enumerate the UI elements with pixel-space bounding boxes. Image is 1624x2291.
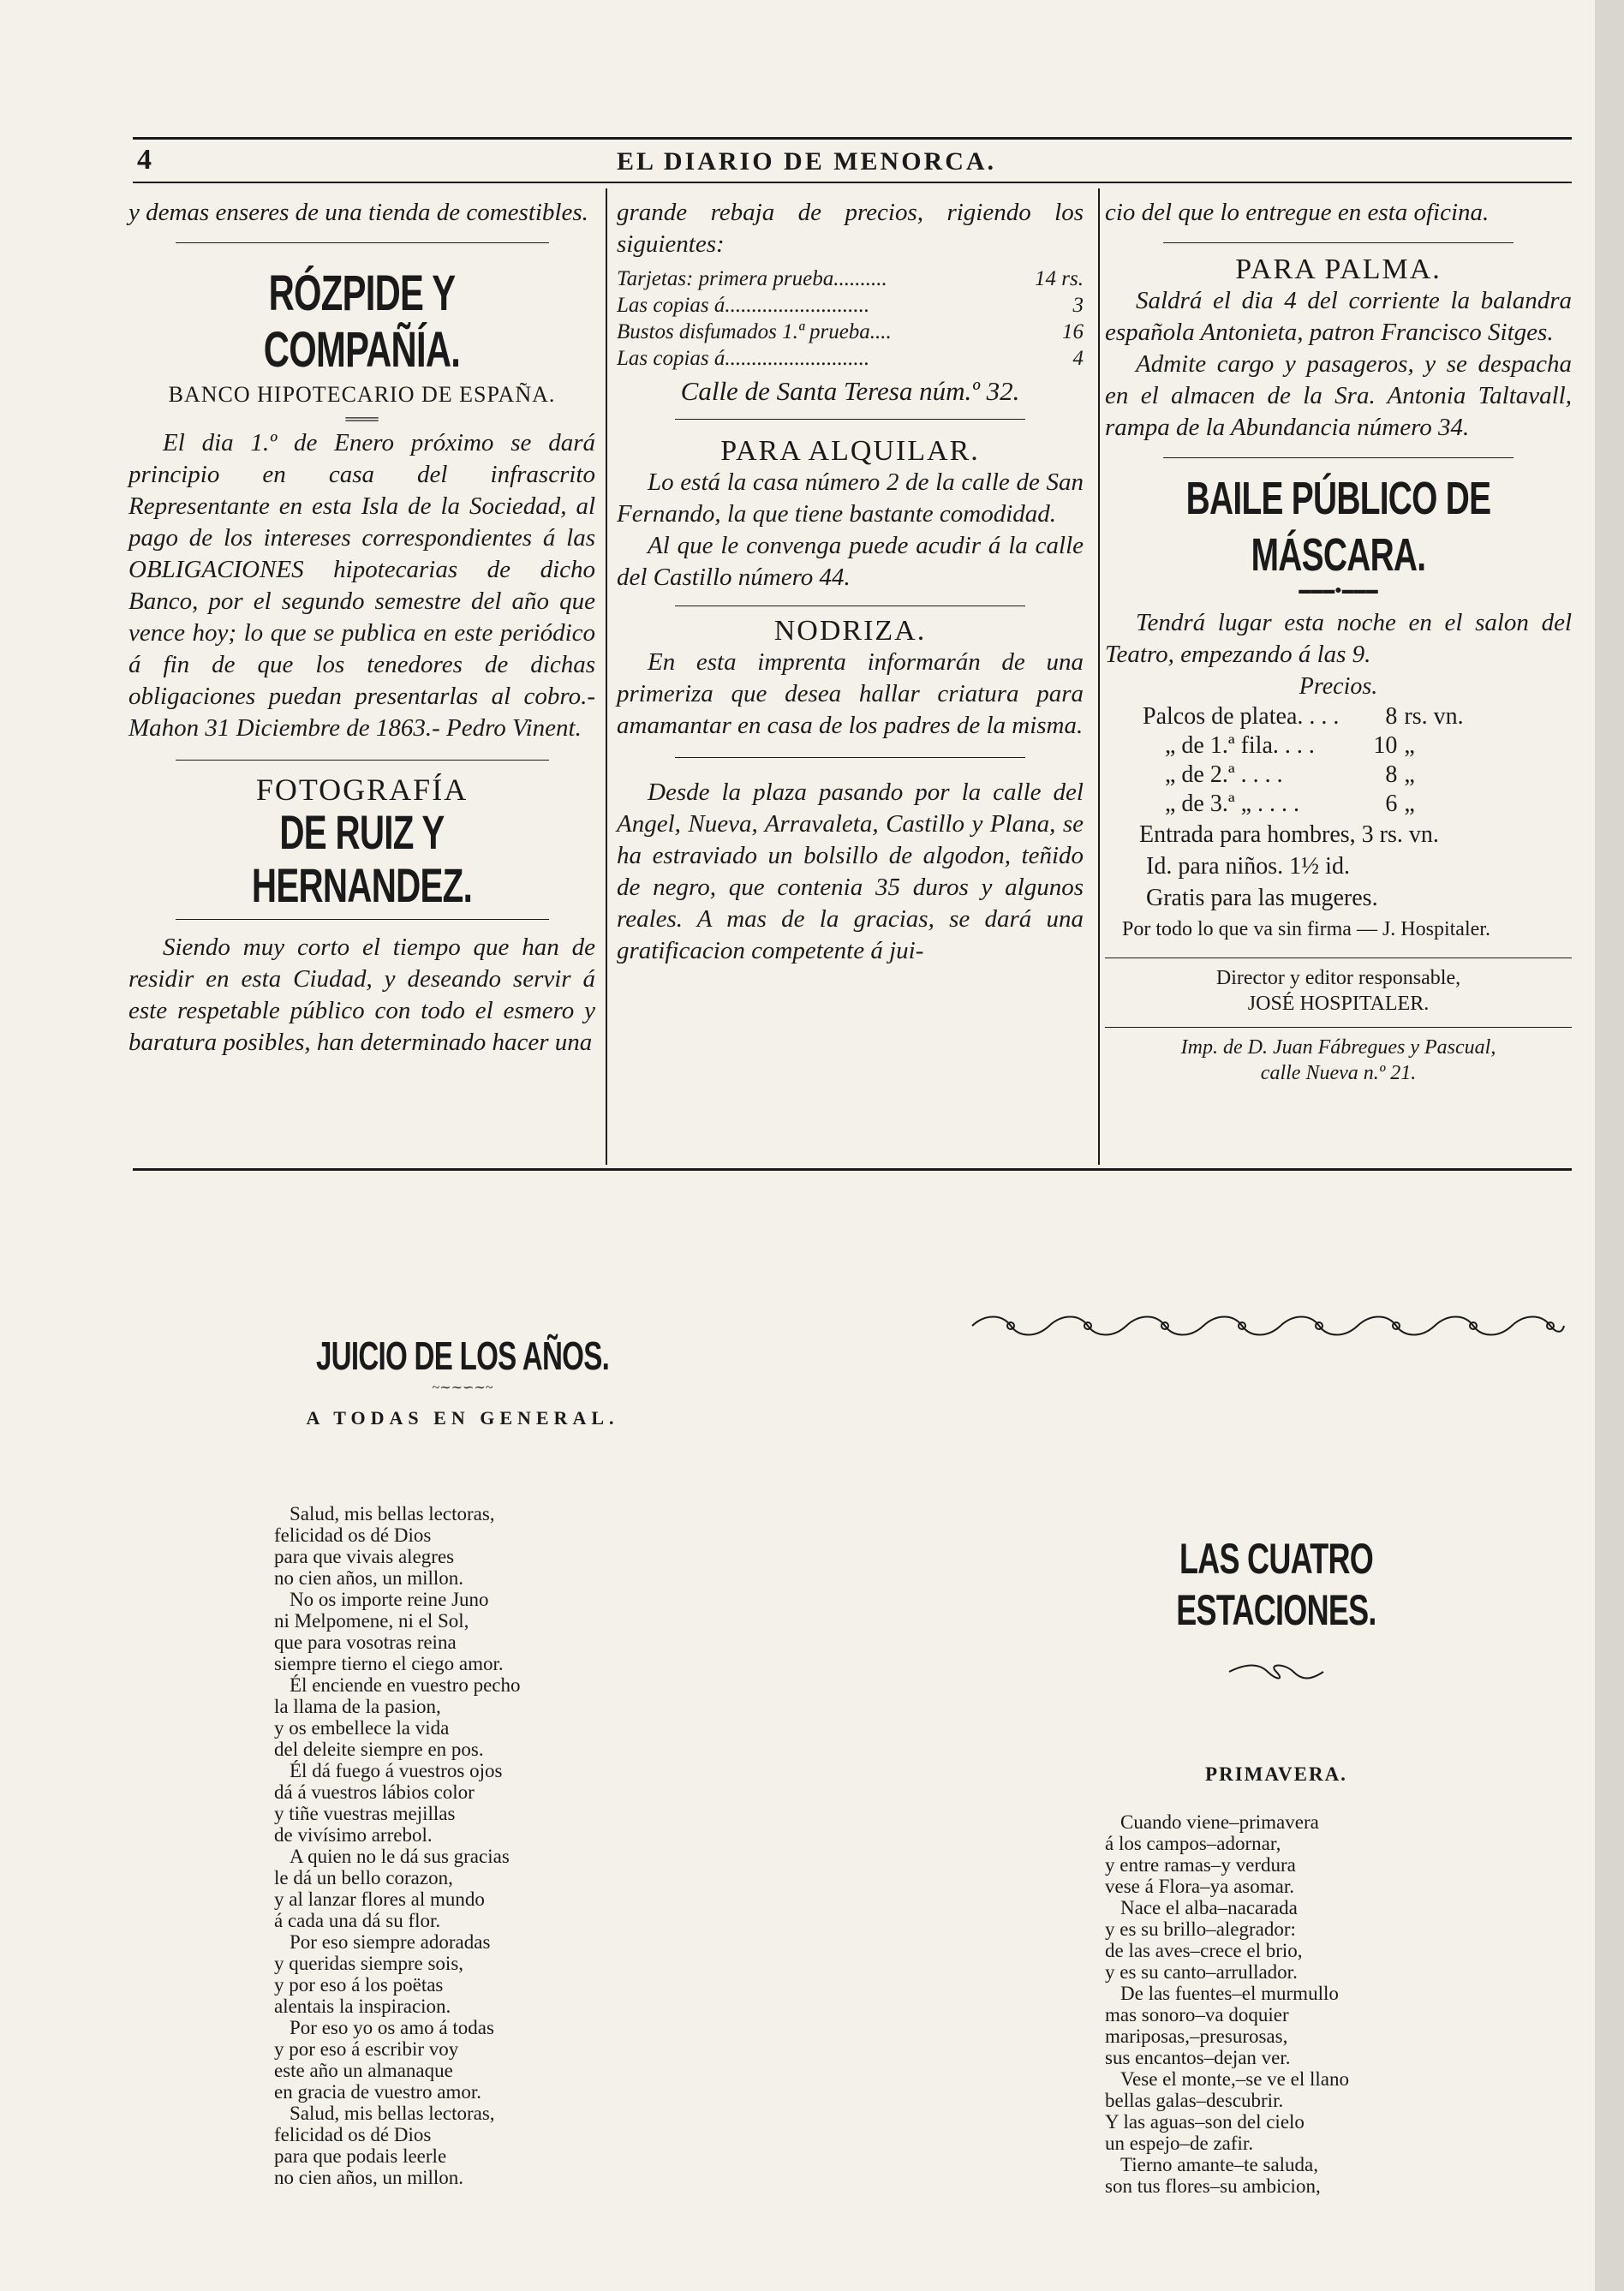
price-item: Bustos disfumados 1.ª prueba.... <box>617 320 892 343</box>
bank-subheading: BANCO HIPOTECARIO DE ESPAÑA. <box>168 382 556 407</box>
poem-line: y por eso á los poëtas <box>274 1974 444 1996</box>
scroll-ornament-icon <box>968 1310 1567 1341</box>
poem-estaciones-header <box>1054 1533 1499 1786</box>
poem-line: y os embellece la vida <box>274 1717 450 1739</box>
poem-line: del deleite siempre en pos. <box>274 1739 484 1760</box>
poem-line: felicidad os dé Dios <box>274 1524 432 1546</box>
foto-heading: FOTOGRAFÍA <box>255 773 469 807</box>
poem-line: y por eso á escribir voy <box>274 2038 459 2060</box>
poem-line: A quien no le dá sus gracias <box>290 1846 510 1867</box>
bank-ornament: ═══ <box>345 410 379 427</box>
lost-purse-notice: Desde la plaza pasando por la calle del Angel, Nueva, Arravaleta, Castillo y Plana, se ha estraviado un bolsillo de algodon, teñido de negro, que contenia 35 duros y algunos reales. A mas de la gracias, se dará una gratificacion competente á jui- <box>617 779 1084 964</box>
newspaper-title: EL DIARIO DE MENORCA. <box>617 147 997 176</box>
price-value: 16 <box>1062 320 1084 343</box>
header-bottom-rule <box>133 182 1572 183</box>
col1-continuation: y demas enseres de una tienda de comestibles. <box>128 199 588 226</box>
poem-line: un espejo–de zafir. <box>1105 2133 1254 2154</box>
director-label: Director y editor responsable, <box>1215 967 1461 989</box>
poem-line: y al lanzar flores al mundo <box>274 1888 485 1910</box>
col2-continuation: grande rebaja de precios, rigiendo los siguientes: <box>617 199 1084 258</box>
poem-line: no cien años, un millon. <box>274 1567 464 1589</box>
precios-label: Precios. <box>1299 673 1378 700</box>
flourish-icon <box>1225 1662 1328 1682</box>
poem-line: y es su brillo–alegrador: <box>1105 1918 1296 1940</box>
price-value: 4 <box>1072 347 1084 370</box>
section-bottom-rule <box>133 1168 1572 1171</box>
separator <box>1163 457 1514 458</box>
poem-estaciones-subtitle: PRIMAVERA. <box>1205 1763 1347 1785</box>
column-2 <box>617 197 1084 967</box>
column-rule-1 <box>606 188 607 1165</box>
ticket-unit: „ <box>1404 761 1415 788</box>
ticket-price: 8 <box>1385 761 1398 788</box>
alquilar-heading: PARA ALQUILAR. <box>720 435 980 467</box>
price-row <box>617 319 1084 345</box>
ticket-prices <box>1139 702 1467 819</box>
poem-line: que para vosotras reina <box>274 1632 457 1653</box>
poem-line: para que podais leerle <box>274 2145 447 2167</box>
bank-heading: RÓZPIDE Y COMPAÑÍA. <box>263 265 461 378</box>
ticket-item: „ de 3.ª „ . . . . <box>1165 791 1300 817</box>
bank-notice: El dia 1.º de Enero próximo se dará principio en casa del infrascrito Representante en esta Isla de la Sociedad, al pago de los intereses correspondientes á las OBLIGACIONES hipotecarias de dicho Banco, por el segundo semestre del año que vence hoy; lo que se publica en este periódico á fin de que los tenedores de dichas obligaciones puedan presentarlas al cobro.-Mahon 31 Diciembre de 1863.- Pedro Vinent. <box>128 429 595 742</box>
ticket-price: 10 <box>1373 732 1398 759</box>
separator <box>176 242 549 243</box>
poem-line: la llama de la pasion, <box>274 1696 441 1717</box>
price-value: 14 rs. <box>1035 267 1084 290</box>
poem-line: Él enciende en vuestro pecho <box>290 1674 521 1696</box>
price-item: Tarjetas: primera prueba.......... <box>617 267 887 290</box>
poem-line: le dá un bello corazon, <box>274 1867 453 1888</box>
separator <box>675 757 1025 758</box>
poem-line: sus encantos–dejan ver. <box>1105 2047 1291 2068</box>
ticket-unit: „ <box>1404 732 1415 759</box>
firma-note: Por todo lo que va sin firma — J. Hospitaler. <box>1122 918 1490 940</box>
nodriza-body: En esta imprenta informarán de una primeriza que desea hallar criatura para amamantar en casa de los padres de la misma. <box>617 648 1084 739</box>
poem-line: Nace el alba–nacarada <box>1120 1897 1298 1918</box>
price-item: Las copias á........................... <box>617 347 870 370</box>
poem-line: son tus flores–su ambicion, <box>1105 2175 1321 2197</box>
poem-line: dá á vuestros lábios color <box>274 1781 475 1803</box>
column-rule-2 <box>1098 188 1100 1165</box>
baile-heading: BAILE PÚBLICO DE MÁSCARA. <box>1185 473 1491 581</box>
poem-line: De las fuentes–el murmullo <box>1120 1983 1339 2004</box>
baile-ornament: ▬▬▬●▬▬▬ <box>1299 584 1378 597</box>
ticket-unit: „ <box>1404 791 1415 817</box>
poem-line: alentais la inspiracion. <box>274 1996 451 2017</box>
poem-line: en gracia de vuestro amor. <box>274 2081 482 2103</box>
alquilar-body-2: Al que le convenga puede acudir á la calle del Castillo número 44. <box>617 532 1084 591</box>
poem-line: de vivísimo arrebol. <box>274 1824 433 1846</box>
nodriza-heading: NODRIZA. <box>773 615 927 647</box>
price-item: Las copias á........................... <box>617 294 870 317</box>
poem-line: á los campos–adornar, <box>1105 1833 1281 1854</box>
alquilar-body: Lo está la casa número 2 de la calle de San Fernando, la que tiene bastante comodidad. <box>617 468 1084 528</box>
ticket-row <box>1139 731 1467 761</box>
poem-estaciones-body <box>1105 1811 1349 2197</box>
poem-line: Por eso siempre adoradas <box>290 1931 491 1953</box>
page-edge <box>1595 0 1624 2291</box>
poem-line: no cien años, un millon. <box>274 2167 464 2188</box>
poem-juicio-body <box>274 1503 521 2188</box>
poem-estaciones-title: LAS CUATRO ESTACIONES. <box>1176 1535 1376 1634</box>
poem-line: ni Melpomene, ni el Sol, <box>274 1610 469 1632</box>
poem-line: y queridas siempre sois, <box>274 1953 464 1974</box>
imprenta-line-2: calle Nueva n.º 21. <box>1260 1062 1417 1084</box>
poem-line: bellas galas–descubrir. <box>1105 2090 1284 2111</box>
imprenta-line: Imp. de D. Juan Fábregues y Pascual, <box>1180 1036 1496 1059</box>
poem-juicio-ornament: ~∼∼∽∼~ <box>432 1381 493 1395</box>
poem-line: este año un almanaque <box>274 2060 453 2081</box>
ticket-row <box>1139 761 1467 790</box>
baile-body: Tendrá lugar esta noche en el salon del Teatro, empezando á las 9. <box>1105 609 1572 668</box>
entrada-men: Entrada para hombres, 3 rs. vn. <box>1139 821 1439 848</box>
poem-line: y tiñe vuestras mejillas <box>274 1803 456 1824</box>
poem-line: mas sonoro–va doquier <box>1105 2004 1289 2026</box>
ticket-item: Palcos de platea. . . . <box>1143 703 1340 730</box>
studio-address: Calle de Santa Teresa núm.º 32. <box>680 376 1020 406</box>
ticket-item: „ de 1.ª fila. . . . <box>1165 732 1315 759</box>
foto-heading-2: DE RUIZ Y HERNANDEZ. <box>251 805 473 912</box>
entrada-gratis: Gratis para las mugeres. <box>1146 885 1378 911</box>
poem-line: y entre ramas–y verdura <box>1105 1854 1296 1876</box>
poem-line: de las aves–crece el brio, <box>1105 1940 1303 1961</box>
poem-line: No os importe reine Juno <box>290 1589 489 1610</box>
poem-line: y es su canto–arrullador. <box>1105 1961 1298 1983</box>
poem-line: vese á Flora–ya asomar. <box>1105 1876 1294 1897</box>
column-1 <box>128 197 595 1059</box>
price-row <box>617 265 1084 292</box>
poem-line: Salud, mis bellas lectoras, <box>290 2103 495 2124</box>
poem-juicio-header <box>257 1332 668 1429</box>
column-3 <box>1105 197 1572 1086</box>
price-list <box>617 265 1084 372</box>
separator <box>176 760 549 761</box>
separator <box>1105 1027 1572 1028</box>
poem-line: Por eso yo os amo á todas <box>290 2017 494 2038</box>
separator <box>675 419 1025 420</box>
poem-line: Tierno amante–te saluda, <box>1120 2154 1319 2175</box>
ticket-row <box>1139 790 1467 819</box>
page-number: 4 <box>137 144 152 176</box>
ticket-price: 6 <box>1385 791 1398 817</box>
price-value: 3 <box>1072 294 1084 317</box>
palma-heading: PARA PALMA. <box>1235 254 1442 285</box>
header-top-rule <box>133 137 1572 140</box>
poem-line: á cada una dá su flor. <box>274 1910 441 1931</box>
price-row <box>617 292 1084 319</box>
poem-juicio-title: JUICIO DE LOS AÑOS. <box>315 1333 610 1378</box>
decorative-border <box>968 1310 1567 1345</box>
poem-line: Y las aguas–son del cielo <box>1105 2111 1305 2133</box>
poem-juicio-subtitle: A TODAS EN GENERAL. <box>306 1407 619 1429</box>
ticket-item: „ de 2.ª . . . . <box>1165 761 1283 788</box>
poem-line: felicidad os dé Dios <box>274 2124 432 2145</box>
ticket-row <box>1139 702 1467 731</box>
palma-body: Saldrá el dia 4 del corriente la balandra española Antonieta, patron Francisco Sitges. <box>1105 287 1572 346</box>
entrada-kids: Id. para niños. 1½ id. <box>1146 853 1350 880</box>
ticket-unit: rs. vn. <box>1404 703 1464 730</box>
foto-notice: Siendo muy corto el tiempo que han de residir en esta Ciudad, y deseando servir á este respetable público con todo el esmero y baratura posibles, han determinado hacer una <box>128 934 595 1056</box>
poem-line: Salud, mis bellas lectoras, <box>290 1503 495 1524</box>
poem-line: Él dá fuego á vuestros ojos <box>290 1760 503 1781</box>
poem-line: siempre tierno el ciego amor. <box>274 1653 504 1674</box>
price-row <box>617 345 1084 372</box>
poem-line: para que vivais alegres <box>274 1546 455 1567</box>
ticket-price: 8 <box>1385 703 1398 730</box>
palma-body-2: Admite cargo y pasageros, y se despacha en el almacen de la Sra. Antonia Taltavall, rampa de la Abundancia número 34. <box>1105 350 1572 441</box>
separator <box>1163 242 1514 243</box>
director-name: JOSÉ HOSPITALER. <box>1247 993 1430 1015</box>
poem-line: Vese el monte,–se ve el llano <box>1120 2068 1349 2090</box>
poem-line: mariposas,–presurosas, <box>1105 2026 1288 2047</box>
col3-continuation: cio del que lo entregue en esta oficina. <box>1105 199 1490 226</box>
separator <box>176 919 549 920</box>
poem-line: Cuando viene–primavera <box>1120 1811 1319 1833</box>
poem-estaciones-ornament <box>1054 1662 1499 1686</box>
